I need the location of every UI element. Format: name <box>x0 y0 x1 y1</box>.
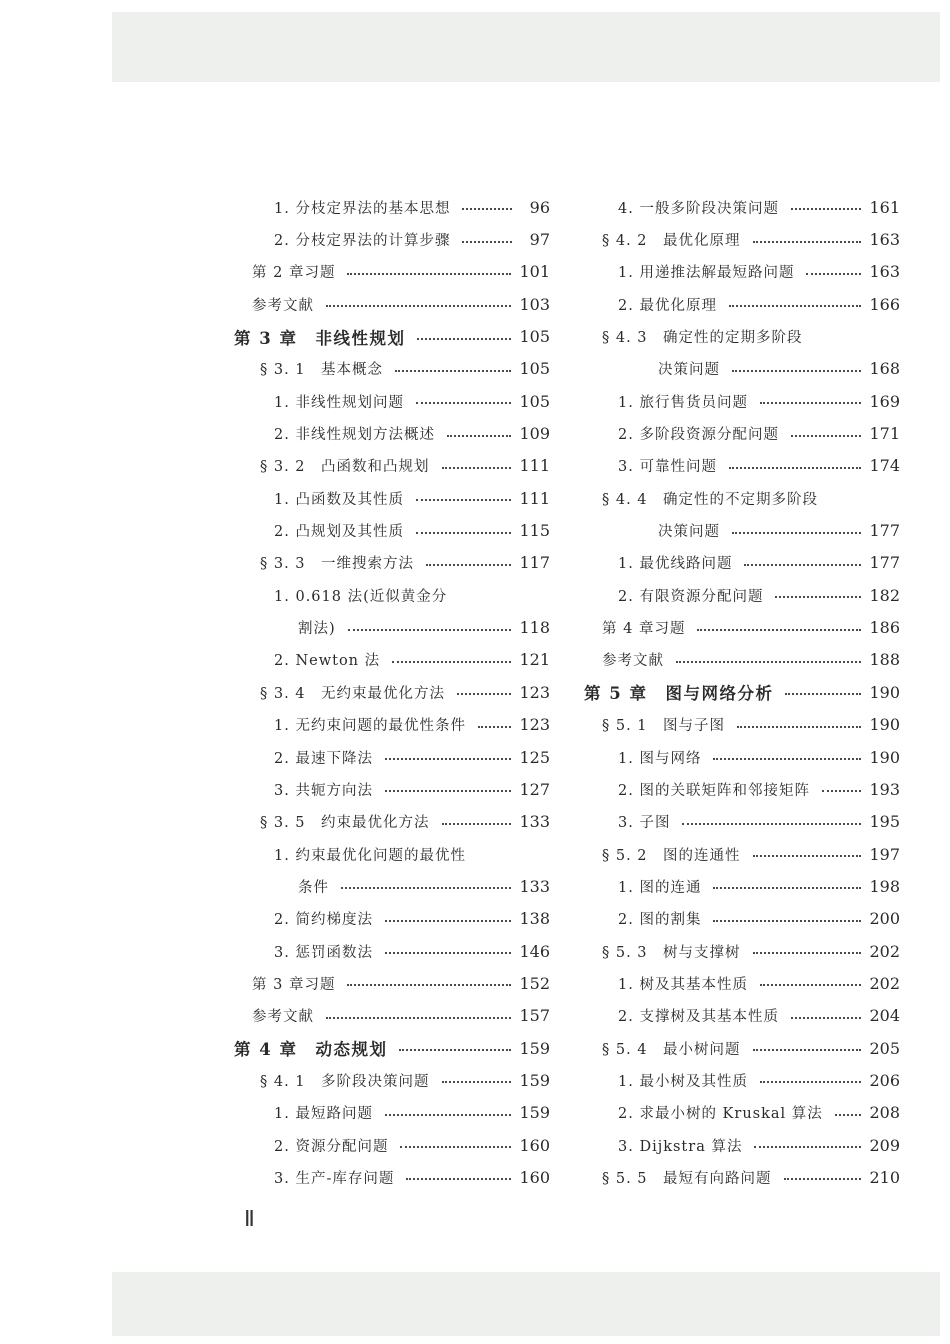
dot-leader <box>676 661 861 663</box>
dot-leader <box>400 1146 511 1148</box>
toc-entry-title: 决策问题 <box>658 524 720 541</box>
toc-entry-title: 2. 有限资源分配问题 <box>618 588 764 605</box>
dot-leader <box>447 435 512 437</box>
toc-entry-section <box>230 353 550 385</box>
toc-entry-item <box>230 191 550 223</box>
toc-entry-item <box>582 450 900 482</box>
toc-entry-page-number: 121 <box>519 650 550 670</box>
toc-right-column <box>582 191 900 1194</box>
toc-entry-page-number: 125 <box>519 747 550 767</box>
toc-entry-item <box>582 547 900 579</box>
toc-entry-title: 第 4 章 动态规划 <box>234 1040 388 1060</box>
dot-leader <box>806 273 861 275</box>
dot-leader <box>791 1017 862 1019</box>
toc-entry-page-number: 188 <box>869 650 900 670</box>
toc-entry-page-number: 97 <box>529 230 550 250</box>
dot-leader <box>791 435 862 437</box>
toc-entry-page-number: 177 <box>869 521 900 541</box>
toc-entry-title: 3. 生产-库存问题 <box>274 1170 395 1187</box>
toc-entry-page-number: 202 <box>869 973 900 993</box>
toc-entry-cont-section <box>582 353 900 385</box>
toc-entry-page-number: 190 <box>869 715 900 735</box>
toc-entry-page-number: 133 <box>519 876 550 896</box>
toc-entry-title: 2. 图的关联矩阵和邻接矩阵 <box>618 782 810 799</box>
toc-entry-item <box>230 644 550 676</box>
toc-entry-item <box>582 288 900 320</box>
toc-entry-item <box>582 1097 900 1129</box>
scan-top-band <box>112 12 940 82</box>
toc-entry-item <box>230 385 550 417</box>
toc-entry-title: § 5. 5 最短有向路问题 <box>602 1170 772 1187</box>
toc-entry-misc <box>230 288 550 320</box>
dot-leader <box>442 823 512 825</box>
dot-leader <box>462 208 512 210</box>
toc-entry-page-number: 123 <box>519 715 550 735</box>
dot-leader <box>682 823 861 825</box>
toc-entry-title: 第 3 章习题 <box>252 976 336 993</box>
toc-entry-item <box>230 223 550 255</box>
toc-entry-page-number: 123 <box>519 682 550 702</box>
dot-leader <box>406 1178 511 1180</box>
toc-entry-page-number: 160 <box>519 1167 550 1187</box>
toc-entry-page-number: 127 <box>519 779 550 799</box>
toc-entry-title: 1. 图与网络 <box>618 750 702 767</box>
toc-entry-title: 1. 最优线路问题 <box>618 556 733 573</box>
dot-leader <box>426 564 511 566</box>
dot-leader <box>729 467 862 469</box>
toc-entry-misc <box>230 967 550 999</box>
toc-entry-page-number: 105 <box>519 327 550 347</box>
dot-leader <box>753 241 862 243</box>
toc-entry-title: 2. 凸规划及其性质 <box>274 524 404 541</box>
toc-entry-item <box>582 417 900 449</box>
toc-entry-title: 1. 非线性规划问题 <box>274 394 404 411</box>
dot-leader <box>697 629 861 631</box>
toc-entry-title: 2. 最速下降法 <box>274 750 373 767</box>
toc-entry-title: 1. 最短路问题 <box>274 1106 373 1123</box>
toc-entry-title: § 3. 2 凸函数和凸规划 <box>260 459 430 476</box>
toc-entry-page-number: 159 <box>519 1038 550 1058</box>
toc-entry-page-number: 146 <box>519 941 550 961</box>
toc-entry-section <box>582 709 900 741</box>
dot-leader <box>732 532 861 534</box>
toc-entry-section <box>582 1161 900 1193</box>
toc-entry-section <box>230 676 550 708</box>
toc-entry-page-number: 198 <box>869 876 900 896</box>
toc-entry-item <box>582 967 900 999</box>
toc-entry-title: 参考文献 <box>252 1009 314 1026</box>
toc-entry-title: 1. 分枝定界法的基本思想 <box>274 200 451 217</box>
toc-entry-section <box>582 482 900 514</box>
dot-leader <box>348 629 512 631</box>
toc-entry-page-number: 105 <box>519 359 550 379</box>
toc-entry-item <box>582 741 900 773</box>
toc-entry-page-number: 163 <box>869 262 900 282</box>
toc-entry-title: 3. Dijkstra 算法 <box>618 1138 743 1155</box>
toc-entry-title: 4. 一般多阶段决策问题 <box>618 200 779 217</box>
toc-entry-title: 2. Newton 法 <box>274 653 381 670</box>
toc-entry-item <box>230 935 550 967</box>
toc-entry-title: 2. 资源分配问题 <box>274 1138 389 1155</box>
toc-entry-item <box>230 417 550 449</box>
toc-entry-title: 1. 树及其基本性质 <box>618 976 748 993</box>
toc-entry-cont-item <box>230 870 550 902</box>
toc-entry-title: § 5. 1 图与子图 <box>602 718 726 735</box>
toc-entry-page-number: 210 <box>869 1167 900 1187</box>
dot-leader <box>385 952 512 954</box>
dot-leader <box>416 532 512 534</box>
toc-entry-title: 第 4 章习题 <box>602 621 686 638</box>
dot-leader <box>753 952 862 954</box>
dot-leader <box>417 338 511 340</box>
toc-entry-item <box>230 773 550 805</box>
toc-entry-title: § 3. 5 约束最优化方法 <box>260 815 430 832</box>
toc-entry-page-number: 157 <box>519 1006 550 1026</box>
toc-entry-title: 2. 支撑树及其基本性质 <box>618 1009 779 1026</box>
toc-entry-title: 3. 子图 <box>618 815 671 832</box>
toc-entry-page-number: 96 <box>529 197 550 217</box>
scan-bottom-band <box>112 1272 940 1336</box>
toc-entry-item <box>582 385 900 417</box>
toc-entry-item <box>230 741 550 773</box>
dot-leader <box>760 1081 862 1083</box>
toc-entry-item <box>582 773 900 805</box>
toc-entry-misc <box>582 611 900 643</box>
toc-entry-chapter <box>230 1032 550 1064</box>
toc-entry-page-number: 190 <box>869 682 900 702</box>
toc-entry-title: 割法) <box>298 621 336 638</box>
dot-leader <box>785 693 861 695</box>
toc-entry-page-number: 204 <box>869 1006 900 1026</box>
dot-leader <box>753 1049 862 1051</box>
toc-entry-page-number: 115 <box>519 521 550 541</box>
toc-entry-section <box>230 806 550 838</box>
toc-entry-page-number: 202 <box>869 941 900 961</box>
dot-leader <box>737 726 861 728</box>
dot-leader <box>760 402 862 404</box>
toc-entry-section <box>230 450 550 482</box>
toc-entry-item <box>230 1097 550 1129</box>
toc-entry-page-number: 159 <box>519 1070 550 1090</box>
dot-leader <box>775 596 861 598</box>
dot-leader <box>760 984 862 986</box>
toc-entry-page-number: 208 <box>869 1103 900 1123</box>
toc-entry-page-number: 159 <box>519 1103 550 1123</box>
dot-leader <box>399 1049 511 1051</box>
toc-entry-title: 2. 最优化原理 <box>618 297 717 314</box>
dot-leader <box>392 661 511 663</box>
dot-leader <box>326 1017 511 1019</box>
toc-entry-page-number: 161 <box>869 197 900 217</box>
dot-leader <box>457 693 511 695</box>
dot-leader <box>462 241 512 243</box>
toc-entry-section <box>582 1032 900 1064</box>
dot-leader <box>385 790 512 792</box>
toc-entry-item <box>582 256 900 288</box>
dot-leader <box>753 855 862 857</box>
dot-leader <box>713 887 861 889</box>
toc-entry-item <box>230 838 550 870</box>
toc-entry-title: 3. 可靠性问题 <box>618 459 717 476</box>
toc-entry-item <box>582 579 900 611</box>
dot-leader <box>713 758 861 760</box>
toc-entry-title: 决策问题 <box>658 362 720 379</box>
toc-entry-page-number: 190 <box>869 747 900 767</box>
toc-entry-title: 1. 凸函数及其性质 <box>274 491 404 508</box>
dot-leader <box>416 499 512 501</box>
page-folio: Ⅱ <box>244 1206 256 1231</box>
toc-entry-item <box>582 870 900 902</box>
toc-entry-title: 参考文献 <box>252 297 314 314</box>
toc-entry-item <box>230 482 550 514</box>
toc-entry-misc <box>230 256 550 288</box>
dot-leader <box>416 402 512 404</box>
dot-leader <box>385 758 512 760</box>
toc-entry-title: 第 3 章 非线性规划 <box>234 328 406 348</box>
dot-leader <box>478 726 512 728</box>
toc-entry-title: 2. 图的割集 <box>618 912 702 929</box>
toc-entry-title: § 4. 3 确定性的定期多阶段 <box>602 330 803 347</box>
toc-entry-title: § 5. 3 树与支撑树 <box>602 944 741 961</box>
toc-entry-page-number: 169 <box>869 391 900 411</box>
toc-entry-page-number: 209 <box>869 1135 900 1155</box>
toc-entry-title: 参考文献 <box>602 653 664 670</box>
dot-leader <box>385 1114 512 1116</box>
toc-entry-page-number: 152 <box>519 973 550 993</box>
toc-entry-page-number: 205 <box>869 1038 900 1058</box>
toc-entry-page-number: 101 <box>519 262 550 282</box>
dot-leader <box>835 1114 862 1116</box>
dot-leader <box>822 790 862 792</box>
toc-entry-title: 1. 无约束问题的最优性条件 <box>274 718 466 735</box>
toc-entry-page-number: 109 <box>519 424 550 444</box>
toc-entry-page-number: 163 <box>869 230 900 250</box>
toc-entry-page-number: 186 <box>869 618 900 638</box>
toc-entry-misc <box>582 644 900 676</box>
toc-entry-item <box>582 903 900 935</box>
toc-entry-item <box>230 1161 550 1193</box>
toc-entry-title: § 5. 4 最小树问题 <box>602 1041 741 1058</box>
toc-entry-section <box>582 935 900 967</box>
toc-entry-title: 2. 分枝定界法的计算步骤 <box>274 233 451 250</box>
toc-entry-item <box>230 709 550 741</box>
dot-leader <box>754 1146 861 1148</box>
toc-entry-title: 3. 共轭方向法 <box>274 782 373 799</box>
dot-leader <box>732 370 861 372</box>
dot-leader <box>729 305 862 307</box>
toc-entry-title: 1. 约束最优化问题的最优性 <box>274 847 466 864</box>
dot-leader <box>326 305 511 307</box>
toc-entry-section <box>582 223 900 255</box>
dot-leader <box>713 920 861 922</box>
toc-entry-chapter <box>582 676 900 708</box>
dot-leader <box>442 1081 512 1083</box>
toc-entry-section <box>230 547 550 579</box>
toc-entry-page-number: 182 <box>869 585 900 605</box>
toc-entry-title: 1. 最小树及其性质 <box>618 1073 748 1090</box>
toc-entry-title: 3. 惩罚函数法 <box>274 944 373 961</box>
dot-leader <box>442 467 512 469</box>
toc-left-column <box>230 191 550 1194</box>
toc-entry-title: § 5. 2 图的连通性 <box>602 847 741 864</box>
toc-entry-page-number: 174 <box>869 456 900 476</box>
toc-entry-title: § 3. 4 无约束最优化方法 <box>260 685 446 702</box>
toc-entry-cont-section <box>582 514 900 546</box>
toc-entry-page-number: 166 <box>869 294 900 314</box>
dot-leader <box>395 370 511 372</box>
toc-entry-title: § 4. 4 确定性的不定期多阶段 <box>602 491 819 508</box>
toc-entry-page-number: 117 <box>519 553 550 573</box>
toc-entry-page-number: 103 <box>519 294 550 314</box>
toc-entry-item <box>230 579 550 611</box>
toc-entry-page-number: 168 <box>869 359 900 379</box>
toc-entry-title: 第 5 章 图与网络分析 <box>584 684 774 704</box>
toc-entry-cont-item <box>230 611 550 643</box>
toc-entry-page-number: 118 <box>519 618 550 638</box>
toc-entry-title: § 4. 1 多阶段决策问题 <box>260 1073 430 1090</box>
toc-entry-title: 1. 0.618 法(近似黄金分 <box>274 588 448 605</box>
toc-entry-item <box>230 1129 550 1161</box>
toc-entry-item <box>230 514 550 546</box>
toc-entry-item <box>582 806 900 838</box>
toc-entry-title: 1. 旅行售货员问题 <box>618 394 748 411</box>
toc-entry-page-number: 193 <box>869 779 900 799</box>
dot-leader <box>347 984 511 986</box>
toc-entry-misc <box>230 1000 550 1032</box>
toc-entry-item <box>230 903 550 935</box>
toc-entry-item <box>582 1000 900 1032</box>
toc-entry-title: 2. 多阶段资源分配问题 <box>618 427 779 444</box>
toc-entry-item <box>582 1064 900 1096</box>
toc-entry-title: 1. 图的连通 <box>618 879 702 896</box>
toc-entry-page-number: 111 <box>519 488 550 508</box>
toc-entry-page-number: 200 <box>869 909 900 929</box>
dot-leader <box>784 1178 862 1180</box>
toc-entry-section <box>582 838 900 870</box>
toc-entry-title: 1. 用递推法解最短路问题 <box>618 265 795 282</box>
dot-leader <box>347 273 511 275</box>
toc-entry-title: § 3. 3 一维搜索方法 <box>260 556 415 573</box>
toc-entry-title: 2. 非线性规划方法概述 <box>274 427 435 444</box>
toc-entry-page-number: 195 <box>869 812 900 832</box>
dot-leader <box>341 887 511 889</box>
toc-entry-title: 第 2 章习题 <box>252 265 336 282</box>
toc-entry-page-number: 160 <box>519 1135 550 1155</box>
dot-leader <box>791 208 862 210</box>
dot-leader <box>744 564 861 566</box>
toc-entry-page-number: 105 <box>519 391 550 411</box>
toc-entry-item <box>582 1129 900 1161</box>
toc-entry-title: § 4. 2 最优化原理 <box>602 233 741 250</box>
toc-entry-chapter <box>230 320 550 352</box>
toc-entry-page-number: 197 <box>869 844 900 864</box>
toc-entry-page-number: 206 <box>869 1070 900 1090</box>
toc-entry-page-number: 171 <box>869 424 900 444</box>
toc-entry-title: 2. 求最小树的 Kruskal 算法 <box>618 1106 823 1123</box>
toc-entry-item <box>582 191 900 223</box>
toc-entry-page-number: 138 <box>519 909 550 929</box>
toc-entry-title: 条件 <box>298 879 329 896</box>
toc-entry-section <box>582 320 900 352</box>
toc-entry-page-number: 133 <box>519 812 550 832</box>
toc-entry-title: § 3. 1 基本概念 <box>260 362 384 379</box>
toc-entry-section <box>230 1064 550 1096</box>
toc-entry-title: 2. 简约梯度法 <box>274 912 373 929</box>
toc-entry-page-number: 111 <box>519 456 550 476</box>
toc-entry-page-number: 177 <box>869 553 900 573</box>
dot-leader <box>385 920 512 922</box>
